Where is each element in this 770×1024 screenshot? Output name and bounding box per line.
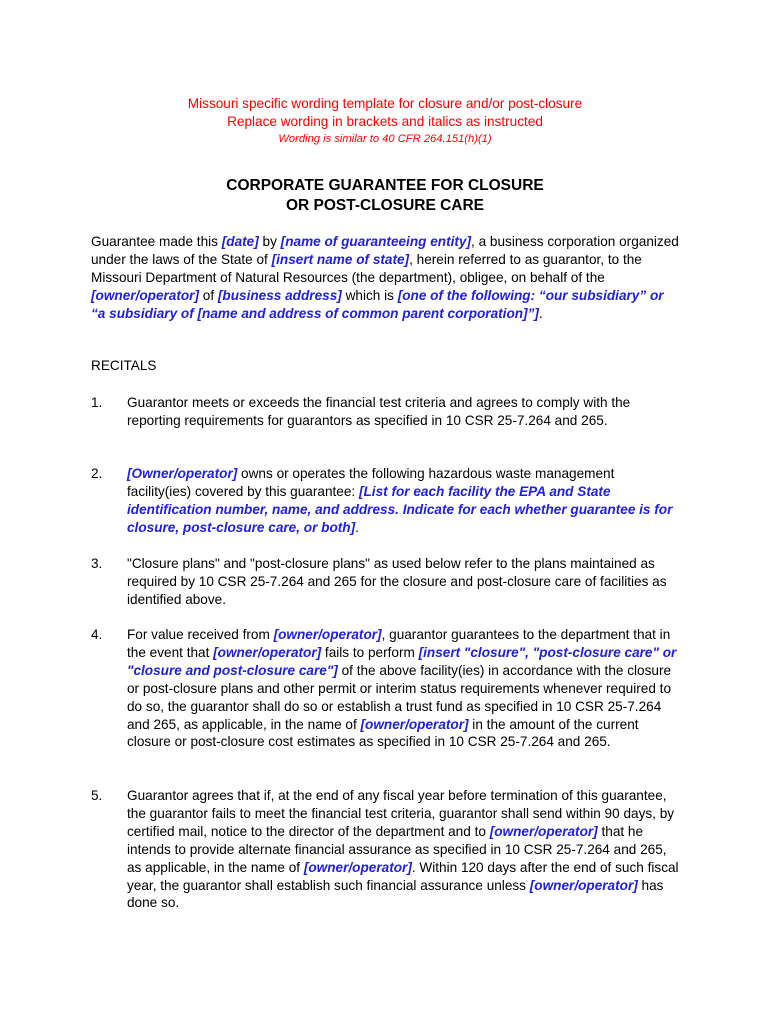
intro-text: Guarantee made this [91,234,222,249]
placeholder-owner-operator: [owner/operator] [303,859,412,875]
item-number: 4. [91,627,103,642]
placeholder-guaranteeing-entity: [name of guaranteeing entity] [280,234,472,249]
item-number: 3. [91,556,103,571]
item-text [127,555,681,609]
item-text-run: owns or operates the following hazardous waste management facility(ies) covered by this guarantee: [127,466,615,499]
intro-text: of [199,287,218,303]
item-number: 2. [91,466,103,481]
placeholder-subsidiary: [one of the following: “our subsidiary” or “a subsidiary of [name and address of common parent corporation]”] [91,287,664,321]
item-text [127,787,681,912]
title-line-2: OR POST-CLOSURE CARE [285,197,485,214]
item-text-run: . [355,519,359,535]
recital-item-4 [91,626,681,751]
placeholder-business-address: [business address] [217,287,342,303]
item-text-run: has done so. [127,877,664,911]
recital-item-2 [91,465,681,537]
intro-text: by [258,234,281,249]
recital-item-1 [91,394,681,430]
placeholder-facility-list: [List for each facility the EPA and State identification number, name, and address. Indicate for each whether guarantee is for closure, post-closure care, or both] [127,483,673,535]
item-text [127,394,681,430]
placeholder-care-type: [insert "closure", "post-closure care" or "closure and post-closure care"] [127,644,677,678]
document-title [0,176,770,216]
intro-text: . [538,305,543,321]
intro-text: which is [341,287,398,303]
item-text-run: of the above facility(ies) in accordance with the closure or post-closure plans and other permit or interim status requirements whenever required to do so, the guarantor shall do so or establish a trust fund as specified in 10 CSR 25-7.264 and 265, as applicable, in the name of [127,662,672,732]
item-text-run: "Closure plans" and "post-closure plans" as used below refer to the plans maintained as required by 10 CSR 25-7.264 and 265 for the closure and post-closure care of facilities as identified above. [127,556,667,607]
recitals-heading: RECITALS [91,358,157,373]
item-number: 1. [91,395,103,410]
instruction-line-2: Replace wording in brackets and italics as instructed [227,114,543,129]
intro-text: , herein referred to as guarantor, to the Missouri Department of Natural Resources (the department), obligee, on behalf of the [91,251,642,285]
placeholder-date: [date] [221,234,259,249]
item-text-run: that he intends to provide alternate financial assurance as specified in 10 CSR 25-7.264 and 265, as applicable, in the name of [127,823,667,875]
title-line-1: CORPORATE GUARANTEE FOR CLOSURE [226,177,544,194]
recital-item-5 [91,787,681,912]
item-text [127,465,681,537]
template-instructions [0,95,770,147]
placeholder-owner-operator: [owner/operator] [213,644,322,660]
item-text-run: . Within 120 days after the end of such fiscal year, the guarantor shall establish such financial assurance unless [127,859,679,893]
item-text-run: Guarantor agrees that if, at the end of any fiscal year before termination of this guarantee, the guarantor fails to meet the financial test criteria, guarantor shall send within 90 days, by certified mail, notice to the director of the department and to [127,788,675,839]
intro-text: , a business corporation organized under the laws of the State of [91,234,679,267]
item-text-run: , guarantor guarantees to the department that in the event that [127,627,671,660]
placeholder-owner-operator: [owner/operator] [273,627,382,642]
placeholder-owner-operator: [owner/operator] [360,716,469,732]
item-text-run: For value received from [127,627,274,642]
placeholder-state: [insert name of state] [271,251,410,267]
item-number: 5. [91,788,103,803]
cfr-reference: Wording is similar to 40 CFR 264.151(h)(1) [278,133,492,145]
item-text-run: fails to perform [321,644,419,660]
placeholder-owner-operator: [owner/operator] [529,877,638,893]
placeholder-owner-operator: [owner/operator] [489,823,598,839]
item-text [127,626,681,751]
placeholder-owner-operator: [Owner/operator] [127,466,238,481]
placeholder-owner-operator: [owner/operator] [91,287,199,303]
item-text-run: Guarantor meets or exceeds the financial test criteria and agrees to comply with the reporting requirements for guarantors as specified in 10 CSR 25-7.264 and 265. [127,395,631,428]
instruction-line-1: Missouri specific wording template for closure and/or post-closure [187,96,583,111]
item-text-run: in the amount of the current closure or post-closure cost estimates as specified in 10 CSR 25-7.264 and 265. [127,716,639,750]
recital-item-3 [91,555,681,609]
intro-paragraph [91,233,681,323]
